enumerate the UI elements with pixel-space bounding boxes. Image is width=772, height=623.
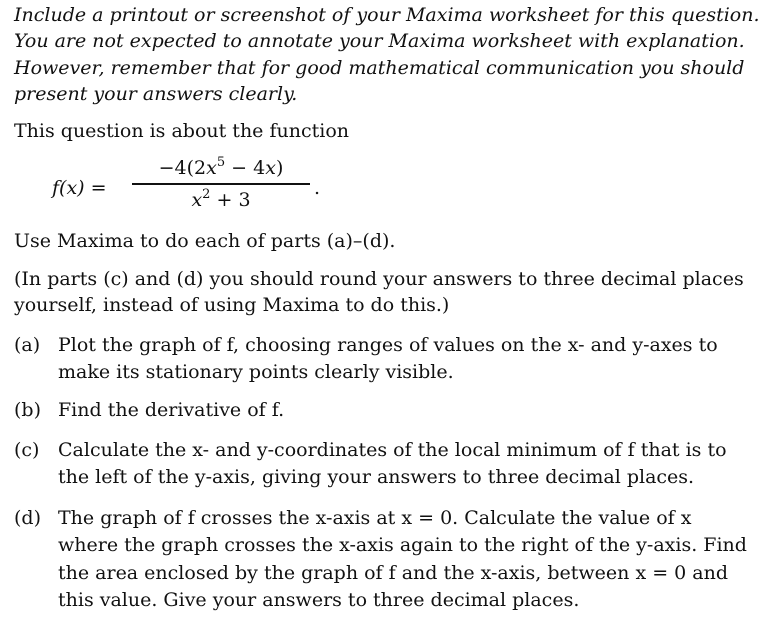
part-line: the area enclosed by the graph of f and the x-axis, between x = 0 and: [58, 561, 729, 584]
note-line: (In parts (c) and (d) you should round your answers to three decimal places: [14, 268, 744, 290]
intro-line: However, remember that for good mathematical communication you should: [14, 56, 745, 79]
part-line: The graph of f crosses the x-axis at x = 0. Calculate the value of x: [58, 507, 692, 529]
part-label: (a): [14, 334, 41, 356]
question-lead: [14, 118, 349, 144]
denominator-variable: x: [191, 188, 203, 211]
part-text: [58, 332, 759, 387]
part-c: [14, 437, 759, 492]
part-a: [14, 332, 759, 387]
formula-lhs: [52, 177, 107, 199]
formula-numerator: [132, 155, 310, 181]
part-line: Calculate the x- and y-coordinates of the local minimum of f that is to: [58, 439, 727, 461]
intro-line: present your answers clearly.: [14, 83, 298, 106]
part-d: [14, 505, 759, 615]
note-line: yourself, instead of using Maxima to do this.): [14, 294, 450, 316]
part-line: Plot the graph of f, choosing ranges of values on the x- and y-axes to: [58, 334, 718, 356]
intro-line: You are not expected to annotate your Maxima worksheet with explanation.: [14, 30, 745, 53]
numerator-part: − 4: [225, 157, 266, 179]
part-b: [14, 397, 759, 424]
question-note: [14, 266, 744, 318]
numerator-exponent: 5: [216, 155, 226, 170]
numerator-variable: x: [265, 157, 276, 179]
fraction-bar: [132, 183, 310, 185]
part-line: Find the derivative of f.: [58, 399, 285, 421]
denominator-part: + 3: [210, 188, 251, 211]
part-label: (d): [14, 507, 41, 529]
numerator-variable: x: [206, 157, 217, 179]
question-lead-text: This question is about the function: [14, 120, 349, 142]
numerator-part: ): [275, 157, 284, 179]
part-line: make its stationary points clearly visible.: [58, 361, 454, 384]
intro-instructions: [14, 2, 764, 108]
formula-lhs-text: f(x) =: [52, 177, 107, 199]
denominator-exponent: 2: [202, 186, 211, 202]
formula-denominator: [132, 187, 310, 213]
instruction-text: Use Maxima to do each of parts (a)–(d).: [14, 230, 396, 252]
formula-period: .: [314, 177, 321, 199]
formula-fraction: [132, 155, 310, 213]
part-line: where the graph crosses the x-axis again to the right of the y-axis. Find: [58, 534, 747, 557]
numerator-part: −4(2: [158, 157, 207, 179]
part-text: [58, 437, 759, 492]
part-line: the left of the y-axis, giving your answers to three decimal places.: [58, 466, 695, 489]
intro-line: Include a printout or screenshot of your Maxima worksheet for this question.: [14, 4, 760, 26]
part-label: (b): [14, 399, 41, 421]
part-line: this value. Give your answers to three decimal places.: [58, 589, 580, 612]
question-instruction: [14, 228, 395, 254]
part-text: [58, 397, 759, 424]
part-label: (c): [14, 439, 40, 461]
part-text: [58, 505, 759, 615]
